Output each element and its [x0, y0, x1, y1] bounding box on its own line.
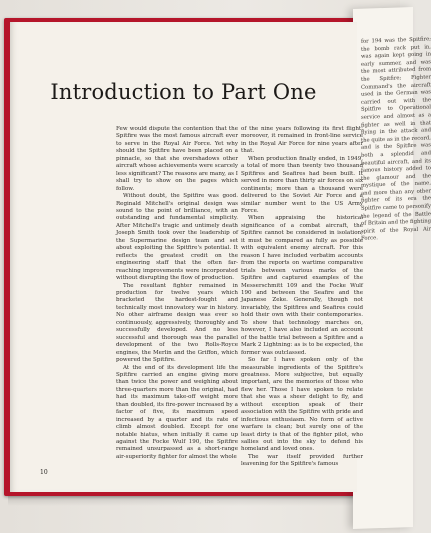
paragraph: The resultant fighter remained in production for twelve years which bracketed the hardest-fought and technically most innovatory war in history. No other airframe design was ever so continuously, aggressively, thoroughly and successfully developed. And no less successful and thorough was the parallel development of the two Rolls-Royce engines, the Merlin and the Griffon, which powered the Spitfire. — [116, 282, 238, 364]
paragraph: Without doubt, the Spitfire was good. Reginald Mitchell's original design was sound to the point of brilliance, with an outstanding and fundamental simplicity. After Mitchell's tragic and untimely death Joseph Smith took over the leadership of the Supermarine design team and set about exploiting the Spitfire's potential. It reflects the greatest credit on the engineering staff that the often far-reaching improvements were incorporated without disrupting the flow of production. — [116, 193, 238, 282]
page-number: 10 — [40, 469, 48, 476]
text-column-left — [116, 126, 238, 461]
paragraph: When production finally ended, in 1949, a total of more than twenty two thousand Spitfires and Seafires had been built. It served in more than thirty air forces on six continents; more than a thousand were delivered to the Soviet Air Force and a similar number went to the US Army Force. — [241, 155, 363, 214]
facing-page-text: for 194 was the Spitfire; the bomb rack put in, was again kept going in early summer, and was the most attributed from the Spitfire; Fighter Command's the aircraft used in the German was carried out with the Spitfire to Operational service and almost as a fighter as well in that flying in the attack and the quite as in the record, and is the Spitfire was both a splendid and beautiful aircraft, and its famous history added to the glamour and the mystique of the name, and more than any other fighter of its era the Spitfire came to personify the legend of the Battle of Britain and the fighting spirit of the Royal Air Force. — [361, 36, 431, 243]
page-title: Introduction to Part One — [50, 80, 317, 104]
book-page — [10, 22, 363, 492]
paragraph: The war itself provided further leavening for the Spitfire's famous — [241, 453, 363, 468]
paragraph: So far I have spoken only of the measurable ingredients of the Spitfire's greatness. More subjective, but equally important, are the memories of those who flew her. Those I have spoken to relate that she was a sheer delight to fly, and without exception speak of their association with the Spitfire with pride and infectious enthusiasm. No form of active warfare is clean; but surely one of the least dirty is that of the fighter pilot, who sallies out into the sky to defend his homeland and loved ones. — [241, 357, 363, 453]
paragraph: At the end of its development life the Spitfire carried an engine giving more than twice the power and weighing about three-quarters more than the original, had had its maximum take-off weight more than doubled, its fire-power increased by a factor of five, its maximum speed increased by a quarter and its rate of climb almost doubled. Except for one notable hiatus, when initially it came up against the Focke Wulf 190, the Spitfire remained unsurpassed as a short-range air-superiority fighter for almost the whole — [116, 364, 238, 460]
paragraph: When appraising the historical significance of a combat aircraft, the Spitfire cannot be considered in isolation; it must be compared as fully as possible with equivalent enemy aircraft. For this reason I have included verbatim accounts from the reports on wartime comparative trials between various marks of the Spitfire and captured examples of the Messerschmitt 109 and the Focke Wulf 190 and between the Seafire and the Japanese Zeke. Generally, though not invariably, the Spitfires and Seafires could hold their own with their contemporaries. To show that technology marches on, however, I have also included an account of the battle trial between a Spitfire and a Mark 2 Lightning: as is to be expected, the former was outclassed. — [241, 215, 363, 356]
text-column-right — [241, 126, 363, 469]
paragraph: of the nine years following its first flight; moreover, it remained in front-line service in the Royal Air Force for nine years after that. — [241, 126, 363, 155]
paragraph: Few would dispute the contention that the Spitfire was the most famous aircraft ever to serve in the Royal Air Force. Yet why should the Spitfire have been placed on a pinnacle, so that she overshadows other aircraft whose achievements were scarcely less significant? The reasons are many, as I shall try to show on the pages which follow. — [116, 126, 238, 192]
